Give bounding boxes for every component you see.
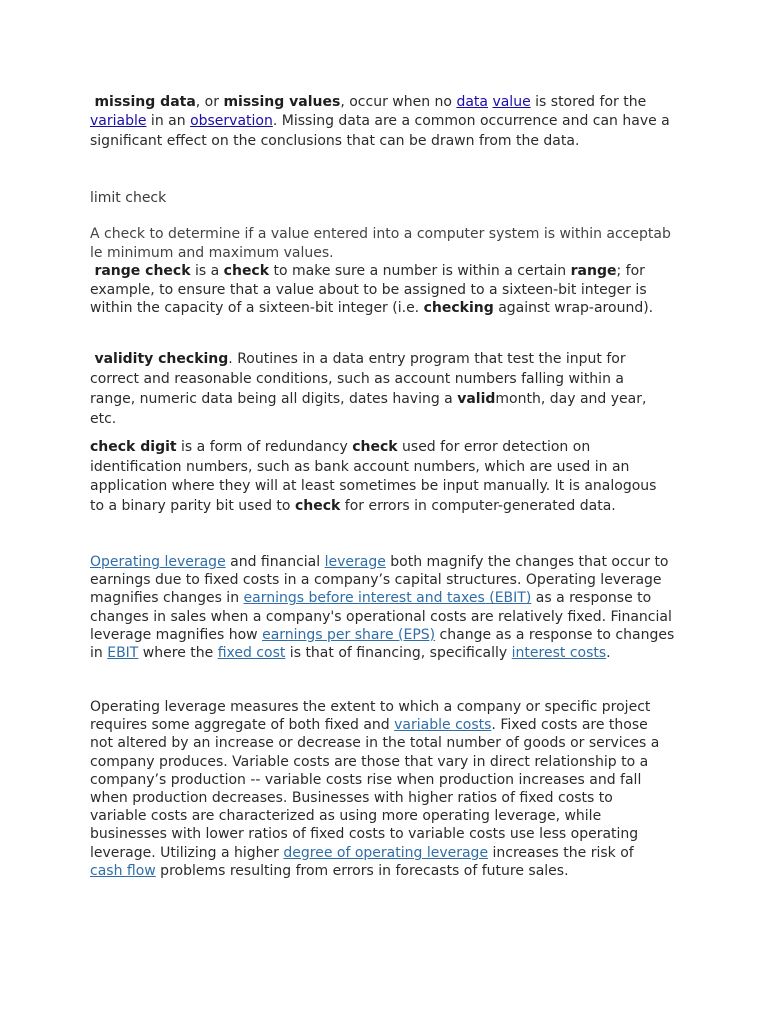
text: . Fixed costs are those not altered by an increase or decrease in the total number of goods or services a company produces. Variable costs are those that vary in direct relationship to a company’s production -- variable costs rise when production increases and fall when production decreases. Businesses with higher ratios of fixed costs to variable costs are characterized as using more operating leverage, while businesses with lower ratios of fixed costs to variable costs use less operating leverage. Utilizing a higher	[90, 717, 660, 861]
text: to make sure a number is within a certain	[269, 263, 571, 279]
link-value[interactable]: value	[492, 94, 531, 110]
text: .	[606, 645, 611, 662]
term-valid: valid	[457, 391, 496, 407]
text: is stored for the	[530, 94, 647, 110]
text: where the	[138, 645, 218, 662]
text: against wrap-around).	[493, 300, 654, 316]
text: as a response to changes in sales when a company's operational costs are relatively fixed. Financial leverage magnifies how	[90, 590, 672, 643]
missing-data-paragraph	[90, 93, 670, 151]
term-check: check	[223, 263, 270, 279]
term-validity-checking: validity checking	[94, 351, 229, 367]
validity-checking-paragraph	[90, 349, 672, 429]
text: is that of financing, specifically	[285, 645, 512, 662]
limit-check-paragraph	[90, 225, 672, 318]
term-check-digit: check digit	[90, 439, 177, 455]
text: both magnify the changes that occur to earnings due to fixed costs in a company’s capital structures. Operating leverage magnifies changes in	[90, 554, 669, 607]
text: ; for example, to ensure that a value about to be assigned to a sixteen-bit integer is within the capacity of a sixteen-bit integer (i.e.	[90, 263, 647, 316]
text: . Missing data are a common occurrence and can have a significant effect on the conclusions that can be drawn from the data.	[90, 113, 670, 149]
term-missing-values: missing values	[223, 94, 341, 110]
text: increases the risk of	[488, 844, 634, 861]
link-leverage[interactable]: leverage	[324, 554, 386, 570]
text: Operating leverage measures the extent to which a company or specific project requires some aggregate of both fixed and	[90, 699, 651, 734]
text: month, day and year, etc.	[90, 391, 647, 427]
link-variable-costs[interactable]: variable costs	[394, 717, 492, 734]
link-ebit[interactable]: EBIT	[107, 645, 139, 662]
text: for errors in computer-generated data.	[340, 497, 616, 514]
text: and financial	[225, 554, 325, 570]
link-fixed-cost[interactable]: fixed cost	[217, 645, 286, 662]
text: is a	[190, 263, 224, 279]
leverage-paragraph	[90, 553, 682, 662]
text: problems resulting from errors in forecasts of future sales.	[155, 862, 569, 879]
term-check: check	[294, 497, 341, 514]
term-missing-data: missing data	[94, 94, 196, 110]
check-digit-paragraph	[90, 438, 672, 516]
text: , or	[195, 94, 224, 110]
text: . Routines in a data entry program that test the input for correct and reasonable conditions, such as account numbers falling within a range, numeric data being all digits, dates having a	[90, 351, 626, 407]
link-data[interactable]: data	[456, 94, 488, 110]
text: change as a response to changes in	[90, 626, 675, 662]
link-observation[interactable]: observation	[190, 113, 273, 130]
link-ebit-full[interactable]: earnings before interest and taxes (EBIT)	[243, 590, 532, 607]
text: in an	[146, 113, 191, 130]
operating-leverage-paragraph	[90, 698, 665, 880]
limit-check-heading: limit check	[90, 190, 167, 206]
term-range: range	[570, 263, 617, 279]
term-checking: checking	[423, 300, 494, 316]
link-operating-leverage[interactable]: Operating leverage	[90, 554, 226, 570]
link-cash-flow[interactable]: cash flow	[90, 862, 156, 879]
text: , occur when no	[340, 94, 457, 110]
term-range-check: range check	[94, 263, 191, 279]
link-variable[interactable]: variable	[90, 113, 147, 130]
link-degree-of-operating-leverage[interactable]: degree of operating leverage	[283, 844, 489, 861]
text: used for error detection on identification numbers, such as bank account numbers, which are used in an application where they will at least sometimes be input manually. It is analogous to a binary parity bit used to	[90, 439, 657, 514]
text: is a form of redundancy	[176, 439, 353, 455]
term-check: check	[352, 439, 398, 455]
limit-check-definition: A check to determine if a value entered into a computer system is within acceptable minimum and maximum values.	[90, 226, 671, 261]
link-interest-costs[interactable]: interest costs	[511, 645, 607, 662]
link-eps[interactable]: earnings per share (EPS)	[262, 626, 436, 643]
